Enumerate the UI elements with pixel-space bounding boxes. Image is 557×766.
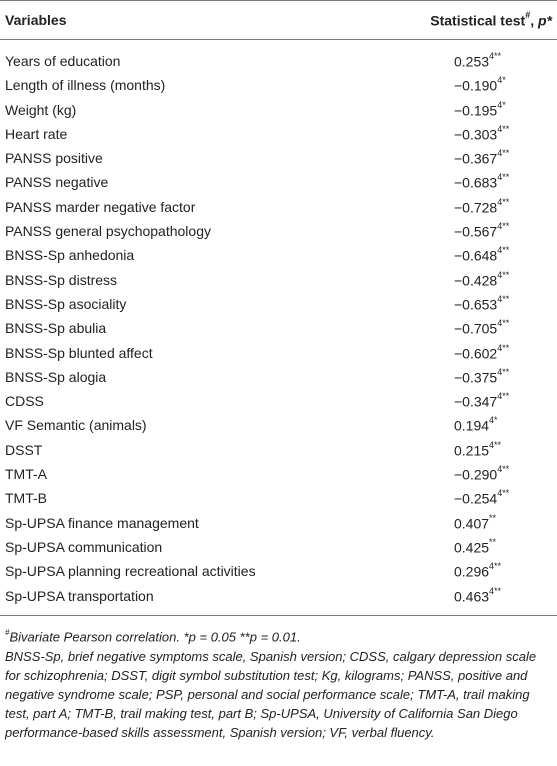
statistic-value [454, 53, 501, 70]
statistic-number: −0.195 [454, 102, 498, 119]
statistic-value [454, 490, 509, 507]
table-row [0, 392, 557, 416]
table-row [0, 368, 557, 392]
variable-name: Sp-UPSA communication [5, 538, 163, 555]
table-row [0, 319, 557, 343]
statistic-value [454, 150, 509, 167]
header-hash-sup: # [525, 10, 531, 20]
statistic-superscript: 4** [497, 366, 510, 377]
statistic-number: −0.567 [454, 223, 498, 240]
table-row [0, 441, 557, 465]
statistic-superscript: 4** [497, 221, 510, 232]
table-row [0, 562, 557, 586]
statistic-superscript: 4** [497, 245, 510, 256]
variable-name: Sp-UPSA finance management [5, 514, 199, 531]
statistic-value [454, 320, 509, 337]
statistic-number: 0.296 [454, 563, 490, 580]
variable-name: PANSS general psychopathology [5, 223, 211, 240]
table-row [0, 416, 557, 440]
statistic-superscript: 4** [497, 318, 510, 329]
statistic-value [454, 342, 510, 362]
variable-name: BNSS-Sp blunted affect [5, 344, 153, 361]
statistic-superscript: 4* [497, 99, 506, 110]
statistic-value [454, 417, 498, 434]
table-row [0, 587, 557, 611]
statistic-number: −0.653 [454, 296, 498, 313]
statistic-superscript: 4** [489, 51, 502, 61]
statistic-value [454, 439, 502, 459]
note-correlation [5, 624, 550, 647]
table-row [0, 344, 557, 368]
statistic-superscript: 4** [497, 123, 510, 134]
table-row [0, 198, 557, 222]
table-row [0, 295, 557, 319]
statistic-value [454, 393, 509, 410]
variable-name: Sp-UPSA planning recreational activities [5, 563, 256, 580]
table-row [0, 271, 557, 295]
statistic-superscript: 4** [497, 148, 510, 159]
statistic-number: −0.254 [454, 491, 498, 507]
header-statistical-test-label: Statistical test [430, 12, 526, 29]
statistic-value [454, 77, 506, 94]
table-row [0, 514, 557, 538]
statistic-superscript: 4** [489, 439, 502, 450]
statistic-number: −0.375 [454, 369, 498, 386]
variable-name: Years of education [5, 53, 121, 69]
statistic-number: −0.303 [454, 126, 498, 143]
statistic-number: −0.705 [454, 320, 498, 337]
statistic-number: 0.194 [454, 418, 490, 435]
statistic-number: −0.347 [454, 393, 498, 410]
statistic-number: 0.215 [454, 442, 490, 459]
statistic-superscript: 4* [489, 415, 498, 426]
variable-name: BNSS-Sp anhedonia [5, 247, 135, 264]
variable-name: Heart rate [5, 125, 68, 142]
statistic-value [454, 585, 502, 605]
statistic-superscript: 4** [497, 488, 510, 499]
table-row [0, 538, 557, 562]
statistic-superscript: 4** [489, 585, 502, 596]
statistic-number: 0.425 [454, 539, 490, 556]
statistic-number: −0.367 [454, 150, 498, 167]
variable-name: PANSS positive [5, 150, 103, 167]
table-row [0, 173, 557, 197]
statistic-value [454, 99, 506, 119]
statistic-number: 0.253 [454, 53, 490, 70]
statistic-number: −0.683 [454, 175, 498, 192]
table-row [0, 52, 557, 76]
statistic-value [454, 269, 510, 289]
statistic-value [454, 366, 510, 386]
statistic-value [454, 174, 509, 191]
statistic-number: −0.428 [454, 272, 498, 289]
statistic-superscript: 4** [497, 269, 510, 280]
statistic-superscript: 4* [497, 75, 506, 86]
table-bottom-rule [0, 615, 557, 616]
table-row [0, 222, 557, 246]
variable-name: VF Semantic (animals) [5, 417, 147, 434]
header-statistical-test [430, 12, 552, 29]
header-comma: , [530, 12, 538, 29]
table-header [0, 0, 557, 40]
table-row [0, 465, 557, 489]
variable-name: Sp-UPSA transportation [5, 587, 154, 604]
variable-name: TMT-A [5, 466, 47, 483]
table-row [0, 101, 557, 125]
table-row [0, 246, 557, 270]
note-abbreviations: BNSS-Sp, brief negative symptoms scale, Spanish version; CDSS, calgary depression scale for schizophrenia; DSST, digit symbol substitution test; Kg, kilograms; PANSS, positive and negative syndrome scale; PSP, personal and social performance scale; TMT-A, trail making test, part A; TMT-B, trail making test, part B; Sp-UPSA, University of California San Diego performance-based skills assessment, Spanish version; VF, verbal fluency. [5, 648, 537, 741]
variable-name: BNSS-Sp alogia [5, 368, 107, 385]
header-variables: Variables [5, 12, 67, 28]
statistic-value [454, 293, 510, 313]
variable-name: PANSS negative [5, 174, 109, 191]
statistic-superscript: 4** [497, 196, 510, 207]
table-row [0, 125, 557, 149]
variable-name: PANSS marder negative factor [5, 198, 196, 215]
table-row [0, 76, 557, 100]
statistic-number: 0.463 [454, 588, 490, 605]
statistic-number: 0.407 [454, 515, 490, 532]
note-correlation-text: Bivariate Pearson correlation. *p = 0.05 **p = 0.01. [9, 629, 301, 645]
table-row [0, 489, 557, 513]
variable-name: Length of illness (months) [5, 77, 166, 94]
variable-name: BNSS-Sp abulia [5, 320, 107, 337]
variable-name: Weight (kg) [5, 101, 77, 118]
statistic-number: −0.190 [454, 77, 498, 94]
variable-name: BNSS-Sp asociality [5, 295, 127, 312]
statistic-superscript: 4** [497, 391, 510, 402]
statistic-value [454, 536, 497, 556]
statistic-superscript: 4** [497, 172, 510, 183]
statistic-value [454, 563, 501, 580]
header-p: p* [538, 12, 552, 29]
note-hash-sup: # [5, 628, 10, 637]
statistic-superscript: ** [489, 512, 497, 523]
statistic-superscript: 4** [489, 561, 502, 572]
statistic-superscript: 4** [497, 293, 510, 304]
statistic-number: −0.602 [454, 345, 498, 362]
variable-name: TMT-B [5, 490, 47, 507]
statistic-value [454, 466, 509, 483]
table-body [0, 52, 557, 611]
statistic-value [454, 512, 497, 532]
table-notes [5, 624, 550, 743]
variable-name: BNSS-Sp distress [5, 271, 118, 288]
table-row [0, 149, 557, 173]
statistic-superscript: ** [489, 536, 497, 547]
statistic-value [454, 196, 510, 216]
statistic-superscript: 4** [497, 342, 510, 353]
statistic-number: −0.648 [454, 248, 498, 265]
statistic-superscript: 4** [497, 464, 510, 475]
statistic-value [454, 223, 509, 240]
statistic-value [454, 123, 510, 143]
statistic-value [454, 247, 509, 264]
variable-name: DSST [5, 441, 43, 458]
statistic-number: −0.290 [454, 466, 498, 483]
variable-name: CDSS [5, 393, 44, 410]
statistic-number: −0.728 [454, 199, 498, 216]
